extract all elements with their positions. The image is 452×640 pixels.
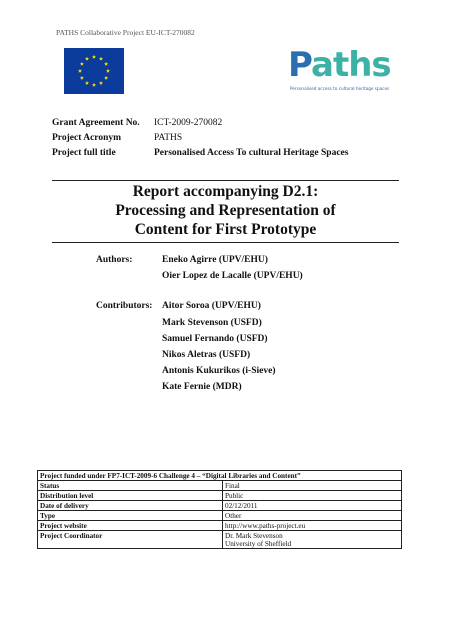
contributor-name: Aitor Soroa (UPV/EHU) xyxy=(162,301,261,312)
table-row xyxy=(38,511,402,521)
title-line-2: Processing and Representation of xyxy=(115,202,336,219)
table-row xyxy=(38,531,402,549)
author-name: Oier Lopez de Lacalle (UPV/EHU) xyxy=(162,271,303,282)
full-title-row xyxy=(52,146,348,161)
authors-list xyxy=(162,252,303,284)
contributors-group xyxy=(96,298,303,395)
full-title-label: Project full title xyxy=(52,148,116,158)
report-title xyxy=(52,182,399,239)
logo-tagline: Personalised access to cultural heritage spaces xyxy=(290,86,390,91)
people-section xyxy=(96,252,303,410)
eu-flag-icon xyxy=(64,48,124,94)
paths-logo xyxy=(288,45,391,94)
title-line-3: Content for First Prototype xyxy=(134,221,317,238)
table-label: Status xyxy=(38,481,223,491)
contributor-name: Kate Fernie (MDR) xyxy=(162,382,242,393)
acronym-row xyxy=(52,131,348,146)
table-label: Distribution level xyxy=(38,491,223,501)
table-label: Type xyxy=(38,511,223,521)
table-label: Project Coordinator xyxy=(38,531,223,549)
grant-info xyxy=(52,116,348,161)
title-rule-top xyxy=(52,180,399,181)
coordinator-name: Dr. Mark Stevenson xyxy=(225,531,283,540)
table-value: Final xyxy=(223,481,402,491)
table-value: Other xyxy=(223,511,402,521)
acronym-value: PATHS xyxy=(154,133,183,143)
logo-wordmark: Paths xyxy=(288,45,391,85)
table-value: 02/12/2011 xyxy=(223,501,402,511)
authors-label: Authors: xyxy=(96,255,133,265)
table-value-website: http://www.paths-project.eu xyxy=(223,521,402,531)
table-value xyxy=(223,531,402,549)
table-row xyxy=(38,491,402,501)
contributor-name: Antonis Kukurikos (i-Sieve) xyxy=(162,366,276,377)
contributor-name: Nikos Aletras (USFD) xyxy=(162,350,251,361)
table-row xyxy=(38,521,402,531)
grant-label: Grant Agreement No. xyxy=(52,118,140,128)
contributor-name: Mark Stevenson (USFD) xyxy=(162,317,262,328)
table-value: Public xyxy=(223,491,402,501)
contributor-name: Samuel Fernando (USFD) xyxy=(162,333,268,344)
title-rule-bottom xyxy=(52,242,399,243)
table-label: Date of delivery xyxy=(38,501,223,511)
acronym-label: Project Acronym xyxy=(52,133,122,143)
grant-row xyxy=(52,116,348,131)
table-label: Project website xyxy=(38,521,223,531)
contributors-label: Contributors: xyxy=(96,301,153,312)
project-info-table xyxy=(37,470,402,549)
contributors-list xyxy=(162,298,276,395)
table-heading-row xyxy=(38,471,402,481)
table-row xyxy=(38,501,402,511)
table-row xyxy=(38,481,402,491)
authors-group xyxy=(96,252,303,284)
coordinator-institution: University of Sheffield xyxy=(225,539,292,548)
title-line-1: Report accompanying D2.1: xyxy=(132,183,319,200)
grant-value: ICT-2009-270082 xyxy=(154,118,223,128)
full-title-value: Personalised Access To cultural Heritage Spaces xyxy=(154,148,349,158)
author-name: Eneko Agirre (UPV/EHU) xyxy=(162,255,268,265)
running-header: PATHS Collaborative Project EU-ICT-270082 xyxy=(56,28,195,37)
table-heading: Project funded under FP7-ICT-2009-6 Challenge 4 – “Digital Libraries and Content” xyxy=(38,471,402,481)
